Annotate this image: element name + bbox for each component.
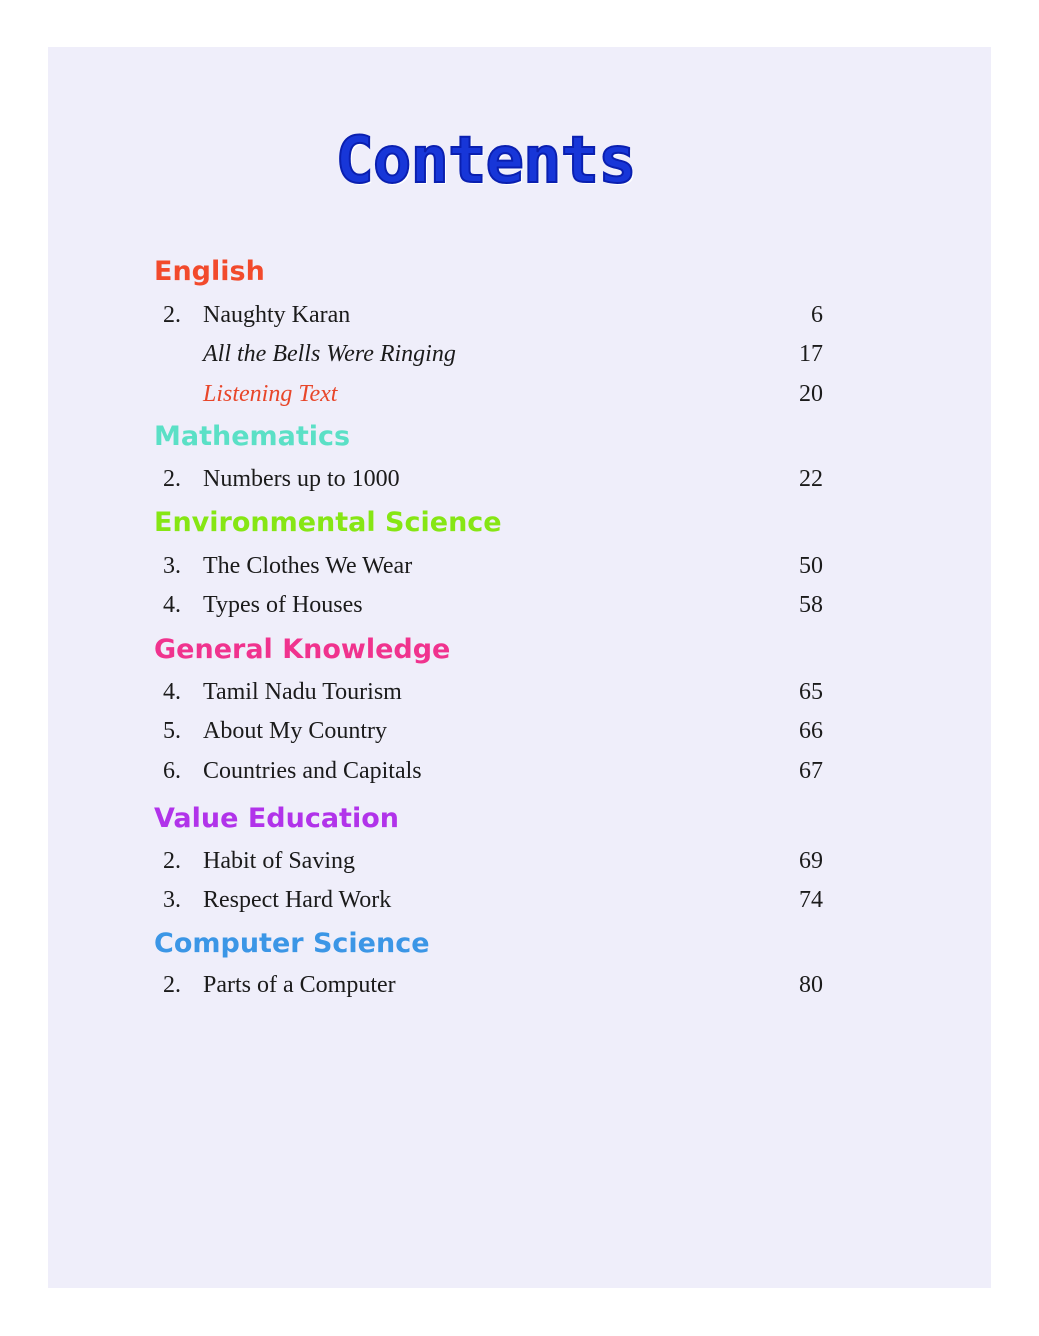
entry-title: Habit of Saving (203, 848, 355, 874)
entry-title: Parts of a Computer (203, 972, 396, 998)
entry-title: Naughty Karan (203, 302, 351, 328)
section-heading-environmental-science: Environmental Science (154, 507, 502, 538)
entry-title: The Clothes We Wear (203, 553, 413, 579)
entry-number: 2. (163, 466, 181, 492)
entry-page-number: 17 (799, 341, 823, 367)
entry-number: 2. (163, 302, 181, 328)
entry-page-number: 80 (799, 972, 823, 998)
entry-title: Tamil Nadu Tourism (203, 679, 402, 705)
section-heading-general-knowledge: General Knowledge (154, 634, 451, 665)
entry-number: 3. (163, 887, 181, 913)
entry-page-number: 50 (799, 553, 823, 579)
entry-page-number: 67 (799, 758, 823, 784)
entry-title: Listening Text (203, 381, 338, 407)
entry-number: 5. (163, 718, 181, 744)
section-heading-computer-science: Computer Science (154, 928, 430, 959)
page-title: Contents (335, 124, 636, 198)
entry-page-number: 22 (799, 466, 823, 492)
entry-page-number: 6 (811, 302, 823, 328)
entry-title: Numbers up to 1000 (203, 466, 400, 492)
entry-page-number: 58 (799, 592, 823, 618)
entry-page-number: 66 (799, 718, 823, 744)
section-heading-mathematics: Mathematics (154, 421, 351, 452)
entry-number: 2. (163, 848, 181, 874)
section-heading-english: English (154, 256, 265, 287)
entry-title: Types of Houses (203, 592, 363, 618)
entry-page-number: 65 (799, 679, 823, 705)
entry-title: About My Country (203, 718, 388, 744)
entry-number: 2. (163, 972, 181, 998)
entry-title: Countries and Capitals (203, 758, 422, 784)
entry-number: 4. (163, 592, 181, 618)
entry-page-number: 69 (799, 848, 823, 874)
entry-number: 6. (163, 758, 181, 784)
entry-page-number: 20 (799, 381, 823, 407)
entry-number: 4. (163, 679, 181, 705)
entry-page-number: 74 (799, 887, 823, 913)
entry-number: 3. (163, 553, 181, 579)
entry-title: Respect Hard Work (203, 887, 392, 913)
contents-page (48, 47, 991, 1288)
entry-title: All the Bells Were Ringing (203, 341, 456, 367)
section-heading-value-education: Value Education (154, 803, 399, 834)
